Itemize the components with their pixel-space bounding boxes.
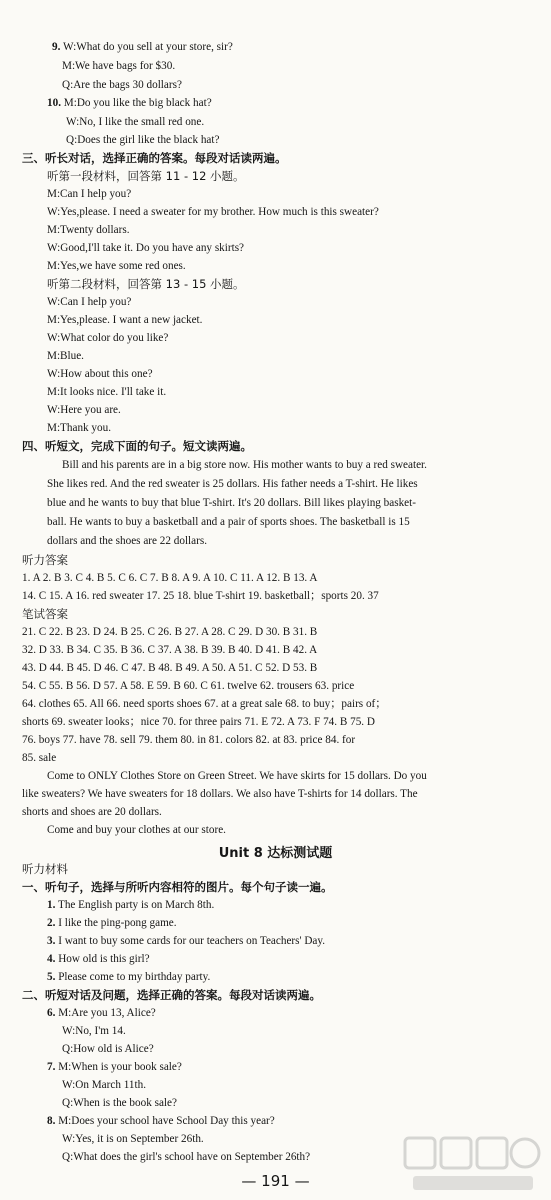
text-line: Come to ONLY Clothes Store on Green Street. We have skirts for 15 dollars. Do you — [47, 770, 427, 782]
text-line: M:Twenty dollars. — [47, 224, 130, 236]
answer-row: 14. C 15. A 16. red sweater 17. 25 18. blue T-shirt 19. basketball；sports 20. 37 — [22, 590, 379, 602]
answers-heading: 听力答案 — [22, 553, 68, 567]
text-line: M:Thank you. — [47, 422, 112, 434]
text-line: Come and buy your clothes at our store. — [47, 824, 226, 836]
text-line: W:Yes,please. I need a sweater for my brother. How much is this sweater? — [47, 206, 379, 218]
page-number: — 191 — — [241, 1172, 310, 1190]
text-line: W:No, I like the small red one. — [66, 116, 205, 128]
text-line: dollars and the shoes are 22 dollars. — [47, 535, 208, 547]
text-line: 听第二段材料，回答第 13 - 15 小题。 — [47, 277, 245, 291]
text-line: 6. M:Are you 13, Alice? — [47, 1007, 156, 1019]
answer-row: 32. D 33. B 34. C 35. B 36. C 37. A 38. B 39. B 40. D 41. B 42. A — [22, 644, 318, 656]
text-line: W:Yes, it is on September 26th. — [62, 1133, 204, 1145]
text-line: Q:How old is Alice? — [62, 1043, 154, 1055]
answer-row: 85. sale — [22, 752, 57, 764]
text-line: 9. W:What do you sell at your store, sir? — [52, 41, 233, 53]
text-line: 10. M:Do you like the big black hat? — [47, 97, 212, 109]
text-line: She likes red. And the red sweater is 25 dollars. His father needs a T-shirt. He likes — [47, 478, 418, 490]
text-line: 听第一段材料，回答第 11 - 12 小题。 — [47, 169, 245, 183]
text-line: M:Can I help you? — [47, 188, 132, 200]
section-subheading: 听力材料 — [22, 862, 68, 876]
text-line: M:We have bags for $30. — [62, 60, 176, 72]
answer-row: 54. C 55. B 56. D 57. A 58. E 59. B 60. C 61. twelve 62. trousers 63. price — [22, 680, 355, 692]
text-line: M:Blue. — [47, 350, 84, 362]
text-line: W:What color do you like? — [47, 332, 169, 344]
text-line: Q:Does the girl like the black hat? — [66, 134, 220, 146]
text-line: Q:Are the bags 30 dollars? — [62, 79, 182, 91]
text-line: W:Can I help you? — [47, 296, 132, 308]
text-line: M:Yes,please. I want a new jacket. — [47, 314, 203, 326]
text-line: 7. M:When is your book sale? — [47, 1061, 182, 1073]
text-line: 1. The English party is on March 8th. — [47, 899, 215, 911]
text-line: W:No, I'm 14. — [62, 1025, 126, 1037]
section-heading: 三、听长对话，选择正确的答案。每段对话读两遍。 — [22, 151, 287, 165]
text-line: blue and he wants to buy that blue T-shirt. It's 20 dollars. Bill likes playing basket- — [47, 497, 416, 509]
unit-title: Unit 8 达标测试题 — [218, 846, 333, 861]
text-line: M:It looks nice. I'll take it. — [47, 386, 167, 398]
watermark-logo — [403, 1134, 543, 1194]
text-line: Q:When is the book sale? — [62, 1097, 177, 1109]
answer-row: 64. clothes 65. All 66. need sports shoes 67. at a great sale 68. to buy；pairs of； — [22, 698, 387, 710]
text-line: 5. Please come to my birthday party. — [47, 971, 211, 983]
text-line: 8. M:Does your school have School Day this year? — [47, 1115, 275, 1127]
answers-heading: 笔试答案 — [22, 607, 68, 621]
text-line: ball. He wants to buy a basketball and a pair of sports shoes. The basketball is 15 — [47, 516, 410, 528]
text-line: W:Here you are. — [47, 404, 121, 416]
text-line: like sweaters? We have sweaters for 18 dollars. We also have T-shirts for 14 dollars. The — [22, 788, 418, 800]
text-line: 2. I like the ping-pong game. — [47, 917, 177, 929]
text-line: M:Yes,we have some red ones. — [47, 260, 186, 272]
section-heading: 二、听短对话及问题，选择正确的答案。每段对话读两遍。 — [22, 988, 321, 1002]
answer-row: 21. C 22. B 23. D 24. B 25. C 26. B 27. A 28. C 29. D 30. B 31. B — [22, 626, 318, 638]
answer-row: 76. boys 77. have 78. sell 79. them 80. in 81. colors 82. at 83. price 84. for — [22, 734, 356, 746]
text-line: shorts and shoes are 20 dollars. — [22, 806, 162, 818]
text-line: 4. How old is this girl? — [47, 953, 150, 965]
section-heading: 四、听短文，完成下面的句子。短文读两遍。 — [22, 439, 252, 453]
text-line: Bill and his parents are in a big store now. His mother wants to buy a red sweater. — [62, 459, 427, 471]
answer-row: shorts 69. sweater looks；nice 70. for three pairs 71. E 72. A 73. F 74. B 75. D — [22, 716, 375, 728]
answer-row: 1. A 2. B 3. C 4. B 5. C 6. C 7. B 8. A 9. A 10. C 11. A 12. B 13. A — [22, 572, 318, 584]
text-line: W:On March 11th. — [62, 1079, 146, 1091]
text-line: W:Good,I'll take it. Do you have any skirts? — [47, 242, 245, 254]
text-line: W:How about this one? — [47, 368, 153, 380]
answer-row: 43. D 44. B 45. D 46. C 47. B 48. B 49. A 50. A 51. C 52. D 53. B — [22, 662, 318, 674]
text-line: 3. I want to buy some cards for our teachers on Teachers' Day. — [47, 935, 326, 947]
text-line: Q:What does the girl's school have on September 26th? — [62, 1151, 311, 1163]
section-heading: 一、听句子，选择与所听内容相符的图片。每个句子读一遍。 — [22, 880, 333, 894]
